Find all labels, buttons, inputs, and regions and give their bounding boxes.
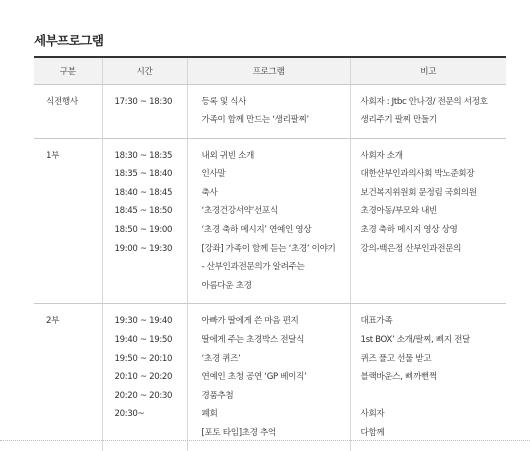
program-line: 축사	[201, 187, 218, 198]
program-line: 가족이 함께 만드는 ‘생리팔찌’	[201, 115, 309, 126]
time-line: 19:30 ~ 19:40	[114, 316, 173, 327]
time-line: 18:35 ~ 18:40	[114, 169, 173, 180]
column-header-note: 비고	[350, 57, 506, 84]
time-line	[115, 113, 187, 132]
time-line: 18:45 ~ 18:50	[114, 206, 173, 217]
note-line: 사회자 : Jtbc 안나경/ 전문의 서정호	[360, 96, 488, 107]
program-line: ‘초경 퀴즈’	[201, 353, 241, 364]
program-line: - 산부인과전문의가 알려주는	[201, 262, 305, 273]
note-cell	[350, 84, 506, 138]
table-header-row	[34, 57, 506, 84]
time-line	[115, 426, 187, 445]
program-line: ‘초경 축하 메시지’ 연예인 영상	[201, 225, 312, 236]
time-line: 18:30 ~ 18:35	[114, 150, 173, 161]
program-cell	[187, 304, 350, 451]
category-label: 2부	[46, 316, 60, 327]
column-header-time: 시간	[102, 57, 187, 84]
program-line: 등록 및 식사	[201, 96, 247, 107]
program-line: 딸에게 주는 초경박스 전달식	[201, 335, 305, 346]
time-line: 18:40 ~ 18:45	[114, 187, 173, 198]
note-line	[361, 279, 507, 298]
program-line: [포토 타임]초경 추억	[201, 428, 276, 438]
program-line: 연예인 초청 공연 ‘GP 베이직’	[201, 372, 307, 383]
program-line: 아빠가 딸에게 쓴 마음 편지	[201, 316, 299, 327]
row-category	[34, 304, 102, 451]
category-label: 식전행사	[46, 96, 78, 107]
program-line: 인사말	[201, 169, 226, 180]
time-line: 19:50 ~ 20:10	[114, 353, 173, 364]
note-line: 사회자 소개	[360, 150, 403, 161]
note-cell	[350, 304, 506, 451]
note-line: 생리주기 팔찌 만들기	[360, 115, 437, 126]
bottom-divider	[0, 440, 530, 441]
program-line: 내외 귀빈 소개	[201, 150, 254, 161]
column-header-program: 프로그램	[187, 57, 350, 84]
time-cell	[102, 84, 187, 138]
note-line: 대한산부인과의사회 박노준회장	[360, 169, 475, 180]
time-line: 20:20 ~ 20:30	[114, 390, 173, 401]
program-line: 경품추첨	[201, 390, 234, 401]
time-line: 19:40 ~ 19:50	[114, 335, 173, 346]
program-table	[34, 56, 506, 451]
program-cell	[187, 138, 350, 304]
table-row	[34, 138, 506, 304]
program-line: [강좌] 가족이 함께 듣는 ‘초경’ 이야기	[201, 243, 336, 254]
row-category	[34, 138, 102, 304]
note-line: 블랙바운스, 삐까뻔쩍	[360, 372, 437, 383]
time-cell	[102, 304, 187, 451]
program-line: ‘초경건강서약’선포식	[201, 206, 278, 217]
time-line: 19:00 ~ 19:30	[114, 243, 173, 254]
time-line	[115, 260, 187, 279]
table-row	[34, 84, 506, 138]
program-line: 폐회	[201, 409, 218, 420]
note-line	[361, 389, 507, 408]
time-cell	[102, 138, 187, 304]
note-line: 보건복지위원회 문정림 국회의원	[360, 187, 477, 198]
note-line: 강의-백은정 산부인과전문의	[360, 243, 462, 254]
note-line: 1st BOX’ 소개/팔찌, 삐지 전달	[360, 335, 471, 346]
note-line: 퀴즈 풀고 선물 받고	[360, 353, 432, 364]
note-line	[361, 260, 507, 279]
note-line: 대표가족	[360, 316, 393, 327]
row-category	[34, 84, 102, 138]
note-line: 다함께	[360, 428, 385, 438]
program-cell	[187, 84, 350, 138]
page-title: 세부프로그램	[34, 33, 104, 48]
program-line: 아름다운 초경	[201, 280, 252, 291]
time-line: 18:50 ~ 19:00	[114, 225, 173, 236]
note-line: 초경 축하 메시지 영상 상영	[360, 225, 458, 236]
table-row	[34, 304, 506, 451]
note-line: 사회자	[360, 409, 385, 420]
note-line: 초경아동/부모와 내빈	[360, 206, 437, 217]
column-header-category: 구분	[34, 57, 102, 84]
time-line: 17:30 ~ 18:30	[114, 96, 173, 107]
time-line: 20:30~	[114, 409, 145, 420]
time-line	[115, 279, 187, 298]
category-label: 1부	[46, 150, 60, 161]
time-line: 20:10 ~ 20:20	[114, 372, 173, 383]
note-cell	[350, 138, 506, 304]
